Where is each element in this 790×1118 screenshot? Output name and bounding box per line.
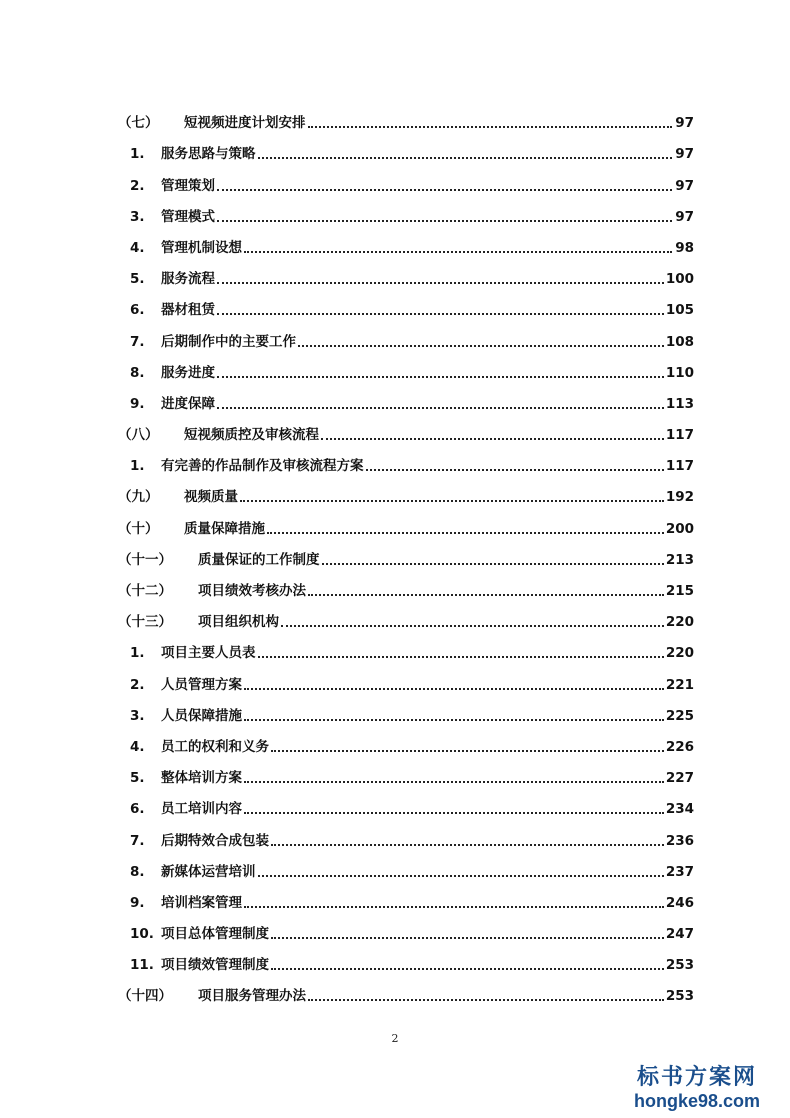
toc-entry-page: 236 bbox=[665, 832, 694, 849]
toc-entry-number: 1. bbox=[130, 146, 145, 163]
toc-entry-number: 6. bbox=[130, 302, 145, 319]
toc-entry-page: 117 bbox=[665, 458, 694, 475]
toc-entry-page: 221 bbox=[665, 676, 694, 693]
toc-entry-number: （十二） bbox=[118, 583, 172, 599]
toc-entry-page: 220 bbox=[665, 645, 694, 662]
toc-entry-number: 3. bbox=[130, 707, 145, 724]
toc-entry[interactable] bbox=[118, 693, 694, 724]
toc-entry-page: 192 bbox=[665, 489, 694, 506]
toc-entry-title: 服务流程 bbox=[161, 271, 215, 288]
toc-entry-page: 100 bbox=[665, 271, 694, 288]
toc-entry-title: 质量保证的工作制度 bbox=[198, 551, 320, 568]
toc-entry-page: 226 bbox=[665, 738, 694, 755]
toc-leader-dots bbox=[258, 157, 673, 159]
toc-entry-page: 97 bbox=[675, 208, 694, 225]
toc-entry-number: 2. bbox=[130, 676, 145, 693]
toc-entry[interactable] bbox=[118, 381, 694, 412]
toc-entry-number: 4. bbox=[130, 239, 145, 256]
toc-leader-dots bbox=[308, 594, 664, 596]
toc-entry[interactable] bbox=[118, 817, 694, 848]
toc-entry[interactable] bbox=[118, 724, 694, 755]
toc-entry[interactable] bbox=[118, 942, 694, 973]
toc-entry-page: 220 bbox=[665, 614, 694, 631]
toc-leader-dots bbox=[258, 656, 664, 658]
toc-entry-page: 225 bbox=[665, 707, 694, 724]
toc-leader-dots bbox=[366, 469, 664, 471]
toc-entry[interactable] bbox=[118, 973, 694, 1004]
toc-entry[interactable] bbox=[118, 661, 694, 692]
toc-entry[interactable] bbox=[118, 225, 694, 256]
toc-entry[interactable] bbox=[118, 568, 694, 599]
toc-entry[interactable] bbox=[118, 505, 694, 536]
page-number: 2 bbox=[391, 1032, 399, 1045]
toc-entry-page: 97 bbox=[675, 115, 694, 132]
toc-entry[interactable] bbox=[118, 162, 694, 193]
toc-entry-title: 人员管理方案 bbox=[161, 676, 242, 693]
toc-leader-dots bbox=[271, 844, 664, 846]
toc-leader-dots bbox=[217, 220, 672, 222]
toc-entry-number: （十） bbox=[118, 520, 159, 537]
toc-entry-title: 培训档案管理 bbox=[161, 894, 242, 911]
toc-entry-title: 进度保障 bbox=[161, 395, 215, 412]
toc-leader-dots bbox=[217, 407, 664, 409]
toc-leader-dots bbox=[308, 126, 673, 128]
toc-entry[interactable] bbox=[118, 755, 694, 786]
toc-entry-page: 108 bbox=[665, 333, 694, 350]
toc-entry[interactable] bbox=[118, 287, 694, 318]
watermark-cn: 标书方案网 bbox=[636, 1064, 757, 1090]
toc-entry-title: 项目总体管理制度 bbox=[161, 926, 269, 943]
toc-leader-dots bbox=[244, 781, 664, 783]
toc-leader-dots bbox=[217, 282, 664, 284]
toc-entry-title: 整体培训方案 bbox=[161, 770, 242, 787]
toc-entry-title: 器材租赁 bbox=[161, 302, 215, 319]
toc-entry-title: 质量保障措施 bbox=[184, 520, 265, 537]
toc-entry-title: 后期制作中的主要工作 bbox=[161, 333, 296, 350]
toc-entry-title: 视频质量 bbox=[184, 489, 238, 506]
toc-entry[interactable] bbox=[118, 318, 694, 349]
toc-entry-page: 234 bbox=[665, 801, 694, 818]
toc-entry[interactable] bbox=[118, 131, 694, 162]
toc-entry-number: 8. bbox=[130, 364, 145, 381]
toc-entry-page: 237 bbox=[665, 863, 694, 880]
toc-leader-dots bbox=[217, 313, 664, 315]
toc-entry-page: 97 bbox=[675, 146, 694, 163]
toc-leader-dots bbox=[267, 532, 664, 534]
toc-entry-page: 253 bbox=[665, 988, 694, 1005]
toc-entry[interactable] bbox=[118, 412, 694, 443]
toc-entry-number: 1. bbox=[130, 645, 145, 662]
toc-entry-title: 管理机制设想 bbox=[161, 239, 242, 256]
toc-entry[interactable] bbox=[118, 350, 694, 381]
toc-entry[interactable] bbox=[118, 630, 694, 661]
toc-entry-page: 253 bbox=[665, 957, 694, 974]
toc-entry-page: 113 bbox=[665, 395, 694, 412]
toc-leader-dots bbox=[217, 376, 664, 378]
toc-entry-number: 5. bbox=[130, 770, 145, 787]
toc-entry-page: 213 bbox=[665, 551, 694, 568]
toc-entry[interactable] bbox=[118, 537, 694, 568]
toc-entry-title: 新媒体运营培训 bbox=[161, 863, 256, 880]
toc-entry-title: 服务思路与策略 bbox=[161, 146, 256, 163]
toc-entry-number: 5. bbox=[130, 271, 145, 288]
toc-leader-dots bbox=[271, 750, 664, 752]
toc-entry-page: 117 bbox=[665, 427, 694, 444]
toc-entry[interactable] bbox=[118, 474, 694, 505]
watermark-en: hongke98.com bbox=[633, 1091, 761, 1111]
toc-entry-page: 98 bbox=[675, 239, 694, 256]
toc-entry-number: 8. bbox=[130, 863, 145, 880]
toc-entry-number: （十三） bbox=[118, 614, 172, 631]
toc-leader-dots bbox=[244, 688, 664, 690]
toc-leader-dots bbox=[244, 906, 664, 908]
toc-entry-title: 服务进度 bbox=[161, 364, 215, 381]
toc-entry[interactable] bbox=[118, 599, 694, 630]
toc-entry[interactable] bbox=[118, 911, 694, 942]
toc-leader-dots bbox=[258, 875, 664, 877]
toc-entry-page: 110 bbox=[665, 364, 694, 381]
toc-entry-title: 管理模式 bbox=[161, 208, 215, 225]
toc-entry-number: （九） bbox=[118, 489, 159, 506]
toc-entry-title: 项目服务管理办法 bbox=[198, 988, 306, 1005]
toc-entry[interactable] bbox=[118, 849, 694, 880]
toc-entry-number: 10. bbox=[130, 926, 154, 943]
toc-leader-dots bbox=[244, 251, 672, 253]
toc-leader-dots bbox=[217, 189, 672, 191]
toc-entry[interactable] bbox=[118, 100, 694, 131]
toc-entry-title: 项目主要人员表 bbox=[161, 645, 256, 662]
toc-entry-title: 后期特效合成包装 bbox=[161, 832, 269, 849]
table-of-contents bbox=[118, 100, 694, 1004]
toc-entry-page: 227 bbox=[665, 770, 694, 787]
toc-entry-number: 2. bbox=[130, 177, 145, 194]
toc-entry-number: 7. bbox=[130, 832, 145, 849]
toc-entry-number: 3. bbox=[130, 208, 145, 225]
toc-entry-title: 项目组织机构 bbox=[198, 614, 279, 631]
watermark-logo bbox=[622, 1064, 772, 1112]
toc-entry-number: （八） bbox=[118, 427, 159, 444]
toc-entry[interactable] bbox=[118, 880, 694, 911]
toc-entry[interactable] bbox=[118, 194, 694, 225]
toc-leader-dots bbox=[321, 438, 664, 440]
toc-leader-dots bbox=[322, 563, 664, 565]
toc-entry-number: 6. bbox=[130, 801, 145, 818]
toc-leader-dots bbox=[308, 999, 664, 1001]
toc-entry-page: 246 bbox=[665, 894, 694, 911]
toc-entry-title: 员工的权利和义务 bbox=[161, 738, 269, 755]
toc-entry-page: 200 bbox=[665, 520, 694, 537]
toc-entry-page: 97 bbox=[675, 177, 694, 194]
toc-entry-title: 有完善的作品制作及审核流程方案 bbox=[161, 458, 364, 475]
toc-entry-title: 短视频质控及审核流程 bbox=[184, 427, 319, 444]
toc-leader-dots bbox=[281, 625, 664, 627]
toc-entry[interactable] bbox=[118, 786, 694, 817]
toc-entry[interactable] bbox=[118, 256, 694, 287]
toc-leader-dots bbox=[244, 812, 664, 814]
toc-entry-number: 4. bbox=[130, 738, 145, 755]
toc-entry-title: 人员保障措施 bbox=[161, 707, 242, 724]
toc-entry-number: 11. bbox=[130, 957, 154, 974]
toc-entry-title: 管理策划 bbox=[161, 177, 215, 194]
toc-entry-number: （十四） bbox=[118, 988, 172, 1005]
toc-leader-dots bbox=[271, 937, 664, 939]
toc-entry-page: 105 bbox=[665, 302, 694, 319]
toc-leader-dots bbox=[271, 968, 664, 970]
toc-entry-title: 项目绩效管理制度 bbox=[161, 957, 269, 974]
toc-entry-title: 员工培训内容 bbox=[161, 801, 242, 818]
toc-entry-number: 9. bbox=[130, 395, 145, 412]
toc-entry-page: 247 bbox=[665, 926, 694, 943]
toc-leader-dots bbox=[240, 500, 664, 502]
toc-leader-dots bbox=[244, 719, 664, 721]
toc-entry-page: 215 bbox=[665, 583, 694, 599]
toc-entry-title: 短视频进度计划安排 bbox=[184, 115, 306, 132]
toc-leader-dots bbox=[298, 345, 664, 347]
toc-entry[interactable] bbox=[118, 443, 694, 474]
toc-entry-title: 项目绩效考核办法 bbox=[198, 583, 306, 599]
toc-entry-number: 9. bbox=[130, 894, 145, 911]
toc-entry-number: 7. bbox=[130, 333, 145, 350]
toc-entry-number: （七） bbox=[118, 115, 159, 132]
toc-entry-number: 1. bbox=[130, 458, 145, 475]
toc-entry-number: （十一） bbox=[118, 551, 172, 568]
